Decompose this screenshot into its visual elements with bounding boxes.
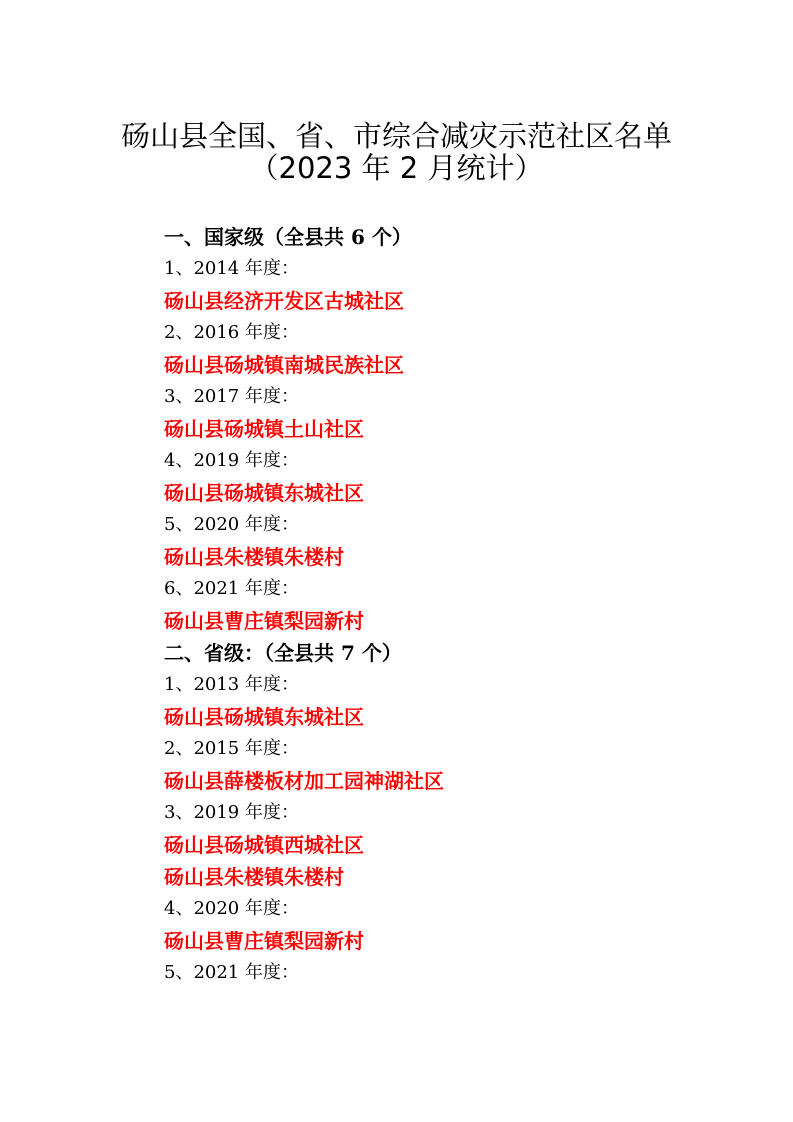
year-label: 5、2020 年度： [164,514,299,535]
community-name: 砀山县曹庄镇梨园新村 [164,609,364,633]
document-subtitle: （2023 年 2 月统计） [249,151,544,185]
community-name: 砀山县朱楼镇朱楼村 [164,865,344,889]
section-heading-national: 一、国家级（全县共 6 个） [164,225,412,249]
community-name: 砀山县朱楼镇朱楼村 [164,545,344,569]
year-label: 6、2021 年度： [164,578,299,599]
community-name: 砀山县经济开发区古城社区 [164,289,404,313]
year-label: 5、2021 年度： [164,962,299,983]
year-label: 2、2015 年度： [164,738,299,759]
community-name: 砀山县曹庄镇梨园新村 [164,929,364,953]
year-label: 1、2013 年度： [164,674,299,695]
section-heading-provincial: 二、省级：（全县共 7 个） [164,641,402,665]
year-label: 3、2019 年度： [164,802,299,823]
year-label: 2、2016 年度： [164,322,299,343]
community-name: 砀山县砀城镇土山社区 [164,417,364,441]
document-title: 砀山县全国、省、市综合减灾示范社区名单 [120,119,672,153]
community-name: 砀山县砀城镇东城社区 [164,481,364,505]
year-label: 1、2014 年度： [164,258,299,279]
community-name: 砀山县砀城镇南城民族社区 [164,353,404,377]
year-label: 3、2017 年度： [164,386,299,407]
community-name: 砀山县薛楼板材加工园神湖社区 [164,769,444,793]
community-name: 砀山县砀城镇东城社区 [164,705,364,729]
community-name: 砀山县砀城镇西城社区 [164,833,364,857]
year-label: 4、2020 年度： [164,898,299,919]
year-label: 4、2019 年度： [164,450,299,471]
